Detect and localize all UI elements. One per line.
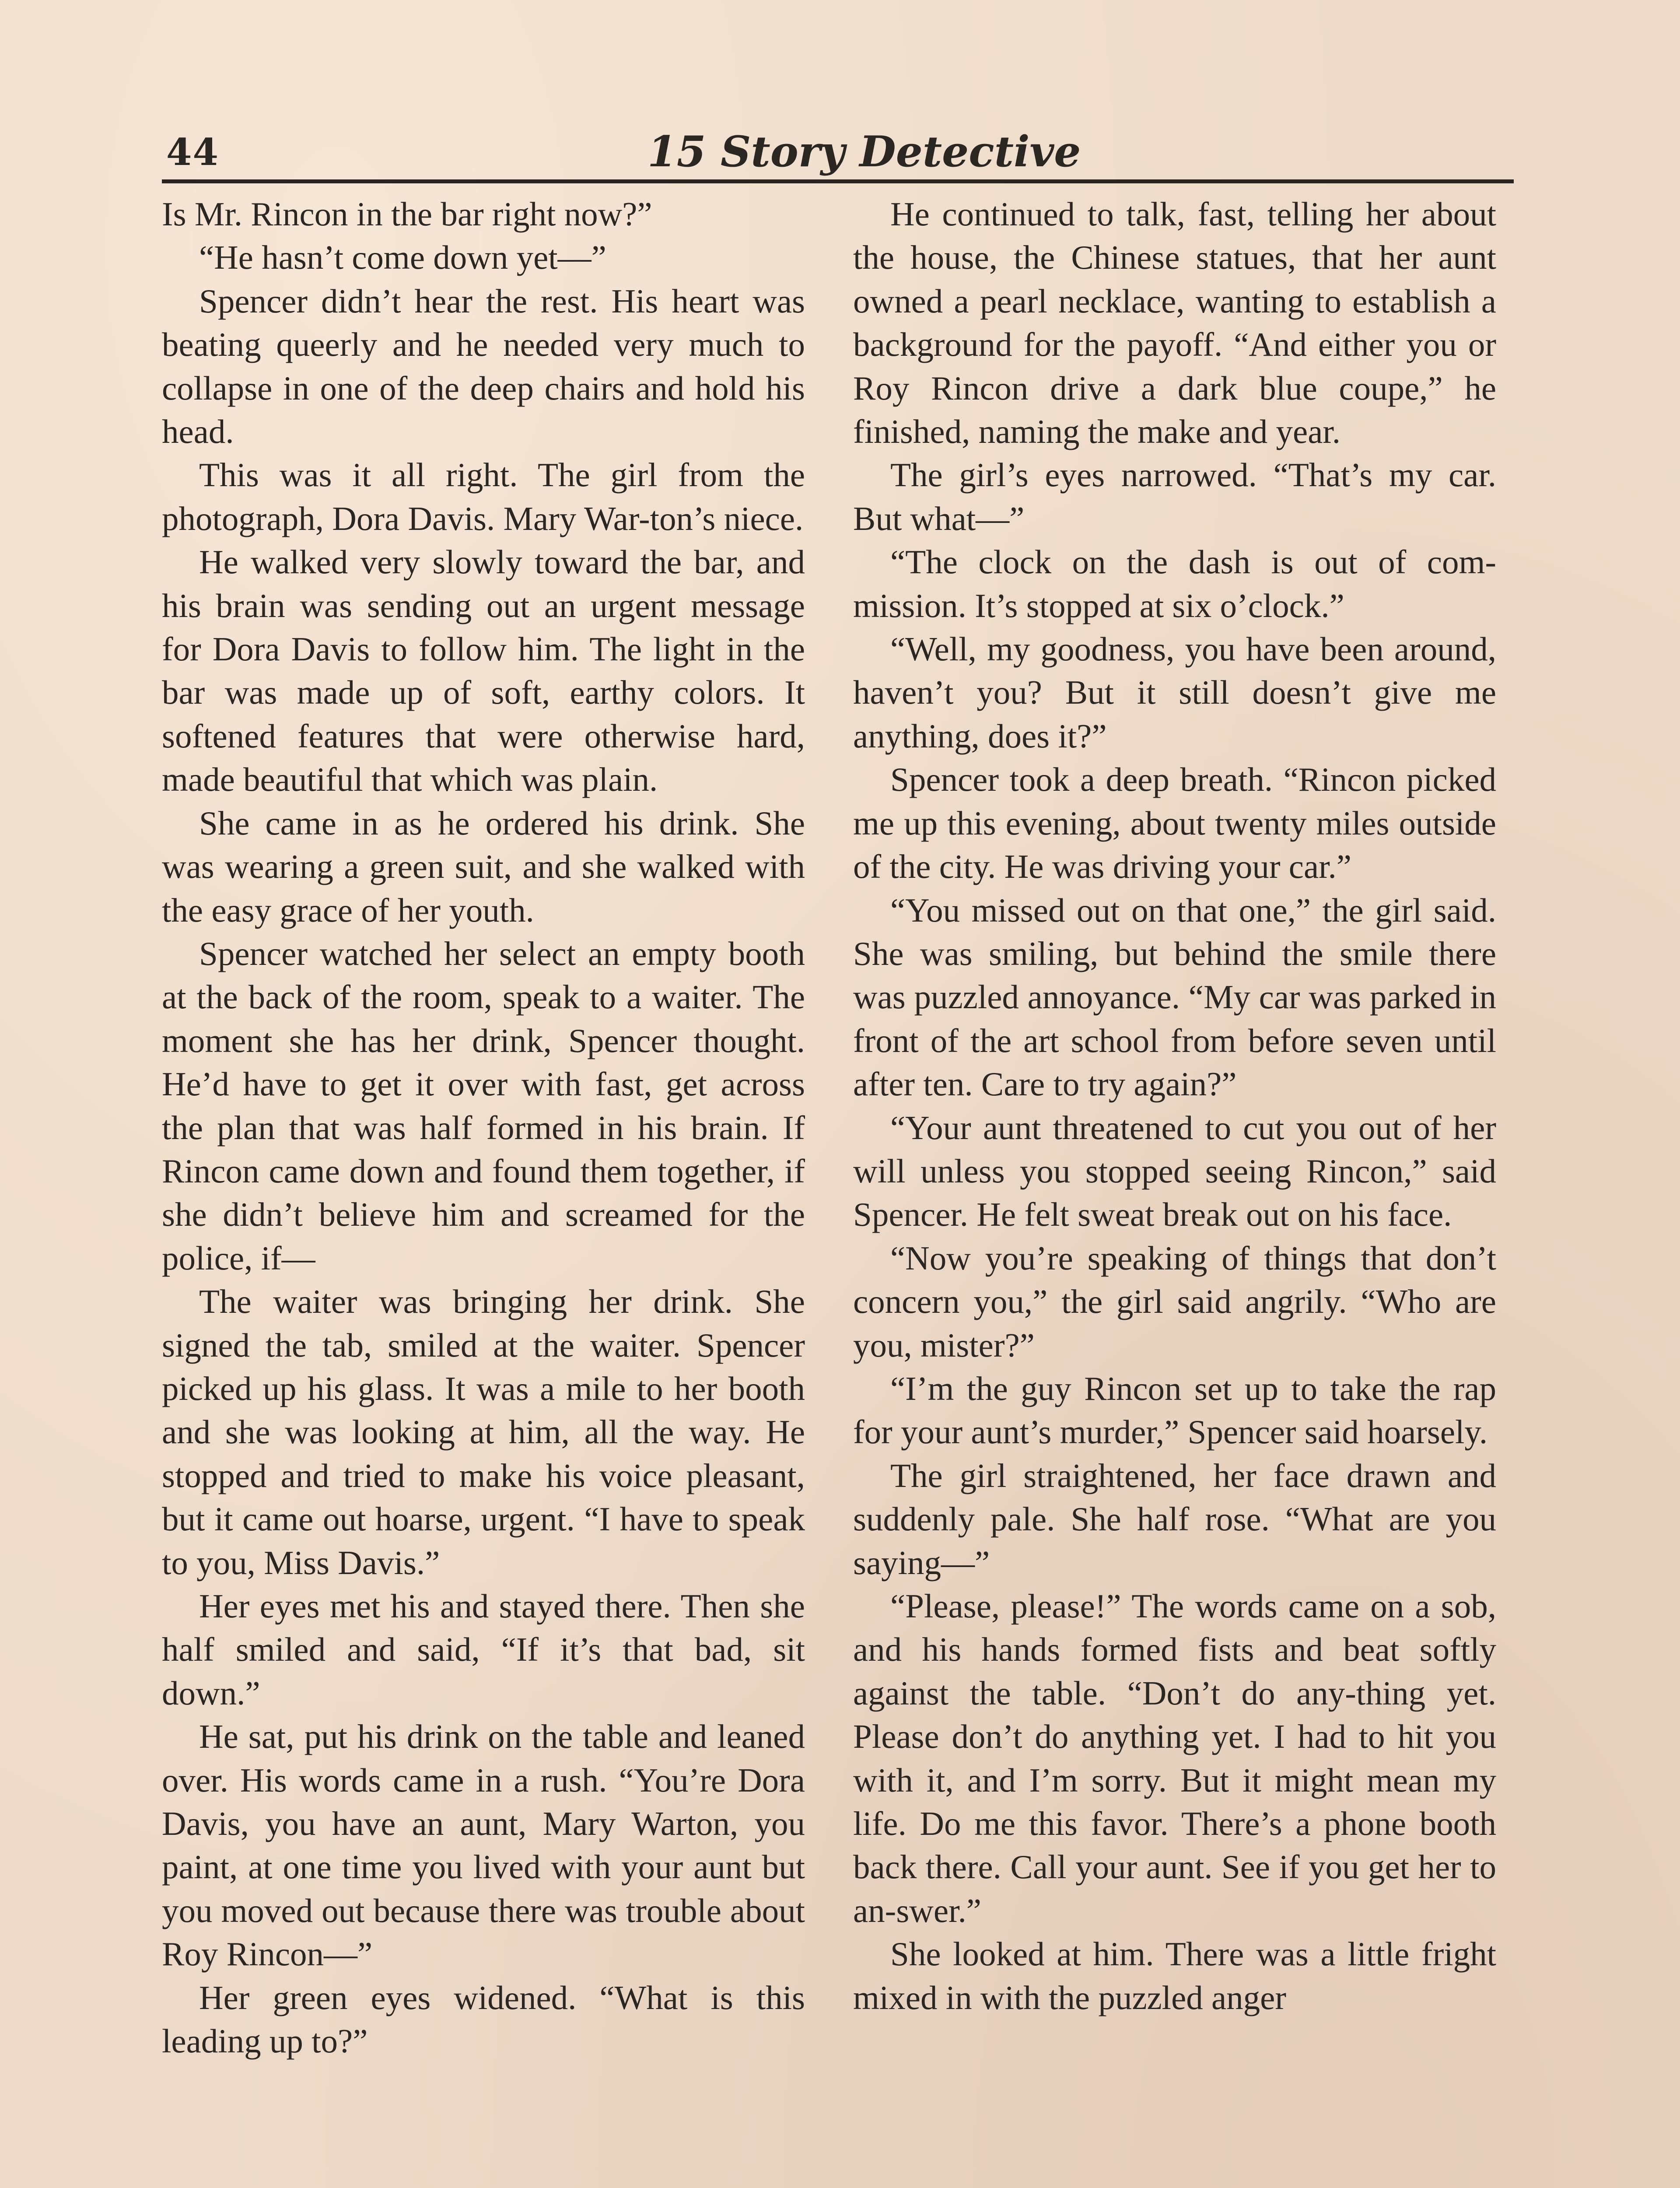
- paragraph: He continued to talk, fast, telling her about the house, the Chinese statues, that her aunt owned a pearl necklace, wanting to establish a background for the payoff. “And either you or Roy Rincon drive a dark blue coupe,” he finished, naming the make and year.: [853, 195, 1496, 451]
- paragraph: “Please, please!” The words came on a sob, and his hands formed fists and beat softly against the table. “Don’t do any-thing yet. Please don’t do anything yet. I had to hit you with it, and I’m sorry. But it might mean my life. Do me this favor. There’s a phone booth back there. Call your aunt. See if you get her to an-swer.”: [853, 1587, 1496, 1929]
- paragraph: Spencer didn’t hear the rest. His heart was beating queerly and he needed very much to collapse in one of the deep chairs and hold his head.: [162, 282, 805, 451]
- paragraph: This was it all right. The girl from the photograph, Dora Davis. Mary War-ton’s niece.: [162, 456, 805, 537]
- paragraph: “Well, my goodness, you have been around, haven’t you? But it still doesn’t give me anything, does it?”: [853, 630, 1496, 755]
- left-text-column: [162, 193, 805, 2063]
- paragraph: The girl straightened, her face drawn and suddenly pale. She half rose. “What are you saying—”: [853, 1456, 1496, 1581]
- paragraph: He sat, put his drink on the table and leaned over. His words came in a rush. “You’re Dora Davis, you have an aunt, Mary Warton, you paint, at one time you lived with your aunt but you moved out because there was trouble about Roy Rincon—”: [162, 1718, 805, 1973]
- paragraph: He walked very slowly toward the bar, and his brain was sending out an urgent message for Dora Davis to follow him. The light in the bar was made up of soft, earthy colors. It softened features that were otherwise hard, made beautiful that which was plain.: [162, 543, 805, 799]
- paragraph: “Now you’re speaking of things that don’t concern you,” the girl said angrily. “Who are you, mister?”: [853, 1239, 1496, 1364]
- paragraph: Her green eyes widened. “What is this leading up to?”: [162, 1978, 805, 2060]
- paragraph: Her eyes met his and stayed there. Then she half smiled and said, “If it’s that bad, sit down.”: [162, 1587, 805, 1712]
- paragraph: “I’m the guy Rincon set up to take the rap for your aunt’s murder,” Spencer said hoarsely.: [853, 1369, 1496, 1451]
- paragraph: The waiter was bringing her drink. She signed the tab, smiled at the waiter. Spencer picked up his glass. It was a mile to her booth and she was looking at him, all the way. He stopped and tried to make his voice pleasant, but it came out hoarse, urgent. “I have to speak to you, Miss Davis.”: [162, 1283, 805, 1581]
- magazine-title: 15 Story Detective: [648, 127, 1081, 176]
- paragraph: Is Mr. Rincon in the bar right now?”: [162, 195, 652, 233]
- paragraph: “He hasn’t come down yet—”: [199, 238, 606, 277]
- paragraph: She came in as he ordered his drink. She was wearing a green suit, and she walked with the easy grace of her youth.: [162, 804, 805, 929]
- paragraph: She looked at him. There was a little fright mixed in with the puzzled anger: [853, 1935, 1496, 2016]
- paragraph: The girl’s eyes narrowed. “That’s my car. But what—”: [853, 456, 1496, 537]
- right-text-column: [853, 193, 1496, 2020]
- page-header: [162, 127, 1514, 183]
- paragraph: Spencer watched her select an empty booth at the back of the room, speak to a waiter. The moment she has her drink, Spencer thought. He’d have to get it over with fast, get across the plan that was half formed in his brain. If Rincon came down and found them together, if she didn’t believe him and screamed for the police, if—: [162, 934, 805, 1277]
- paragraph: “Your aunt threatened to cut you out of her will unless you stopped seeing Rincon,” said Spencer. He felt sweat break out on his face.: [853, 1108, 1496, 1234]
- page-number: 44: [166, 130, 219, 174]
- paragraph: “The clock on the dash is out of com-mission. It’s stopped at six o’clock.”: [853, 543, 1496, 624]
- paragraph: “You missed out on that one,” the girl said. She was smiling, but behind the smile there was puzzled annoyance. “My car was parked in front of the art school from before seven until after ten. Care to try again?”: [853, 891, 1496, 1103]
- paragraph: Spencer took a deep breath. “Rincon picked me up this evening, about twenty miles outside of the city. He was driving your car.”: [853, 761, 1496, 886]
